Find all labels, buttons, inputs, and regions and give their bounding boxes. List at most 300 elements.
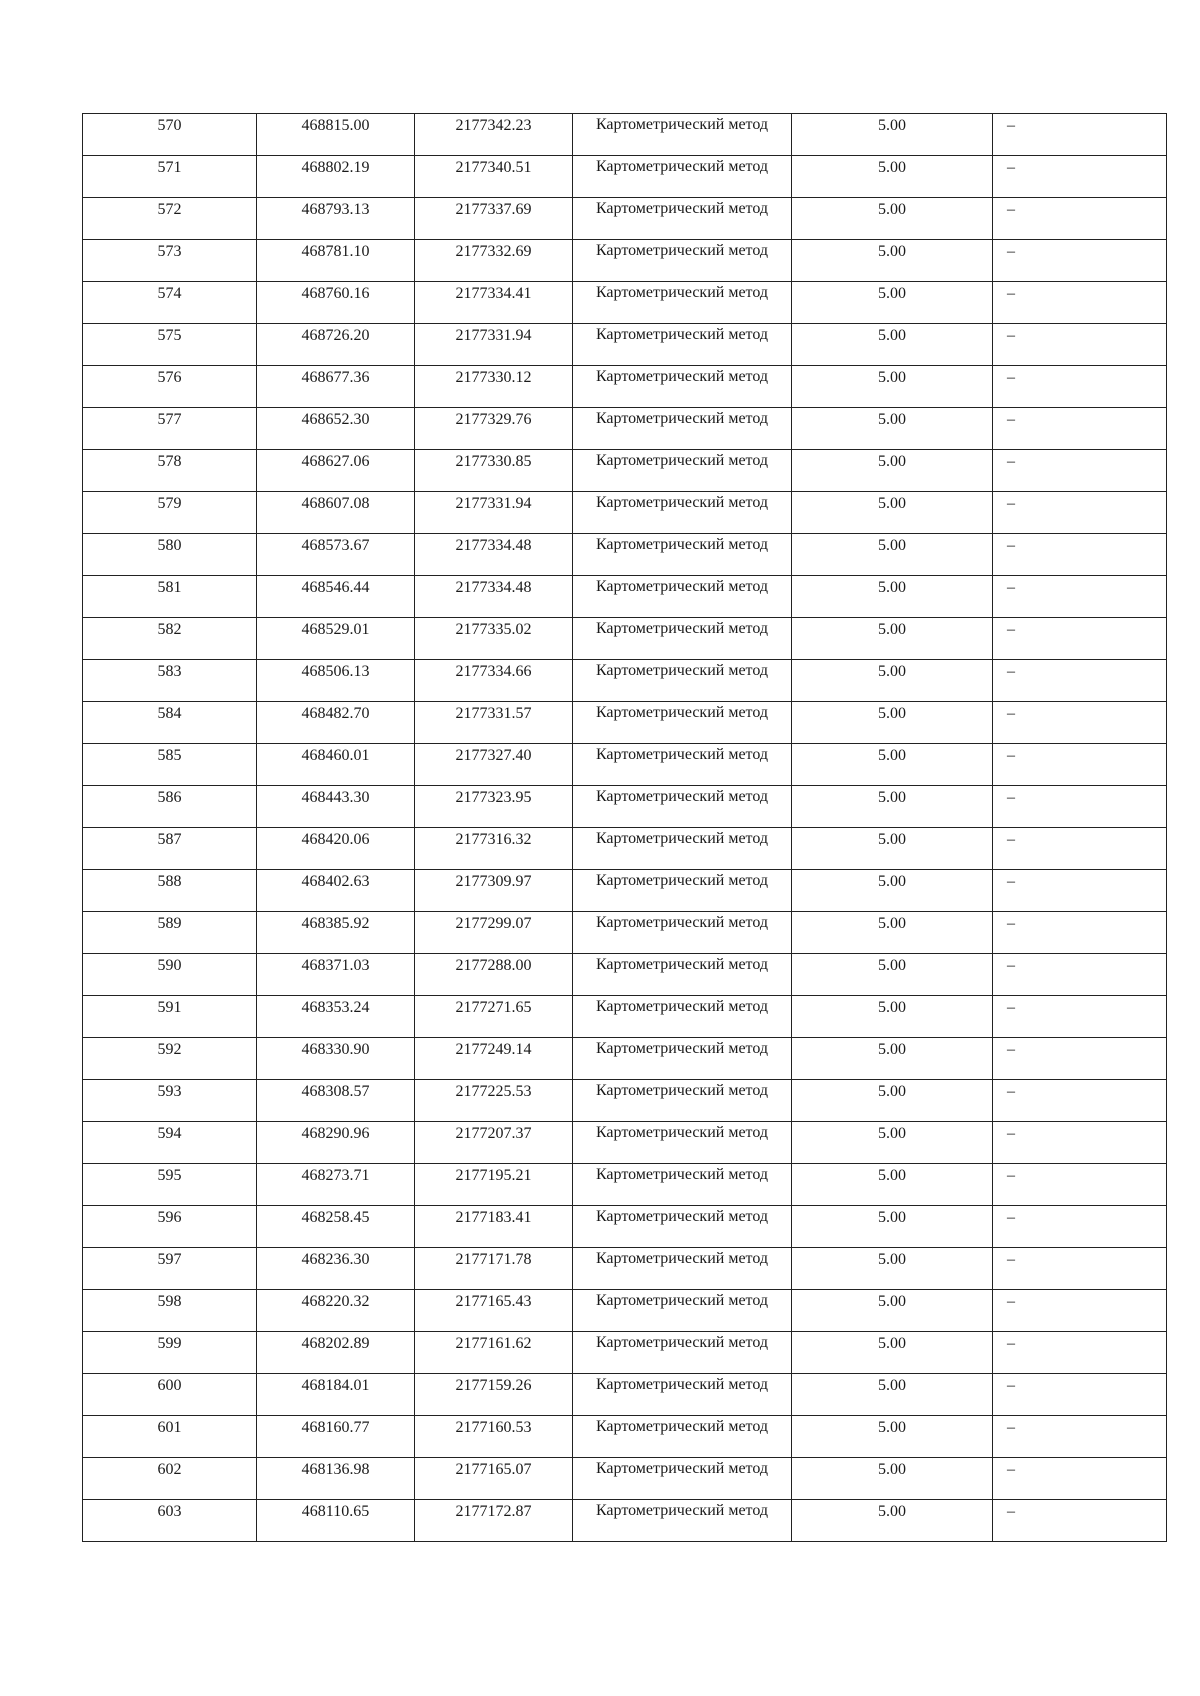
y-coordinate-cell	[415, 744, 573, 786]
point-number-cell	[83, 702, 257, 744]
y-coordinate-cell-text: 2177225.53	[455, 1083, 532, 1100]
table-row	[83, 1458, 1167, 1500]
y-coordinate-cell	[415, 156, 573, 198]
point-number-cell	[83, 1080, 257, 1122]
x-coordinate-cell-text: 468726.20	[301, 327, 370, 344]
y-coordinate-cell	[415, 534, 573, 576]
accuracy-cell	[792, 324, 993, 366]
y-coordinate-cell	[415, 1332, 573, 1374]
point-number-cell	[83, 156, 257, 198]
accuracy-cell-text: 5.00	[878, 831, 906, 848]
method-cell	[573, 1080, 792, 1122]
point-number-cell	[83, 996, 257, 1038]
point-number-cell	[83, 198, 257, 240]
method-cell	[573, 870, 792, 912]
note-cell-text: –	[1007, 1209, 1015, 1226]
table-row	[83, 828, 1167, 870]
table-row	[83, 534, 1167, 576]
x-coordinate-cell-text: 468506.13	[301, 663, 370, 680]
method-cell-text: Картометрический метод	[595, 1418, 769, 1435]
note-cell	[993, 702, 1167, 744]
note-cell-text: –	[1007, 327, 1015, 344]
y-coordinate-cell	[415, 702, 573, 744]
accuracy-cell-text: 5.00	[878, 243, 906, 260]
point-number-cell	[83, 870, 257, 912]
note-cell	[993, 366, 1167, 408]
note-cell-text: –	[1007, 243, 1015, 260]
accuracy-cell	[792, 828, 993, 870]
point-number-cell-text: 593	[157, 1083, 182, 1100]
y-coordinate-cell	[415, 618, 573, 660]
y-coordinate-cell	[415, 324, 573, 366]
x-coordinate-cell-text: 468546.44	[301, 579, 370, 596]
accuracy-cell-text: 5.00	[878, 999, 906, 1016]
note-cell	[993, 408, 1167, 450]
note-cell-text: –	[1007, 453, 1015, 470]
point-number-cell	[83, 114, 257, 156]
y-coordinate-cell	[415, 1122, 573, 1164]
y-coordinate-cell-text: 2177159.26	[455, 1377, 532, 1394]
table-row	[83, 576, 1167, 618]
table-row	[83, 744, 1167, 786]
x-coordinate-cell-text: 468627.06	[301, 453, 370, 470]
note-cell-text: –	[1007, 1083, 1015, 1100]
method-cell	[573, 450, 792, 492]
note-cell-text: –	[1007, 1293, 1015, 1310]
x-coordinate-cell-text: 468258.45	[301, 1209, 370, 1226]
accuracy-cell	[792, 1500, 993, 1542]
note-cell-text: –	[1007, 1335, 1015, 1352]
x-coordinate-cell-text: 468202.89	[301, 1335, 370, 1352]
x-coordinate-cell	[257, 1332, 415, 1374]
table-row	[83, 492, 1167, 534]
point-number-cell-text: 595	[157, 1167, 182, 1184]
accuracy-cell-text: 5.00	[878, 537, 906, 554]
table-row	[83, 1290, 1167, 1332]
note-cell	[993, 1458, 1167, 1500]
y-coordinate-cell-text: 2177334.41	[455, 285, 532, 302]
method-cell-text: Картометрический метод	[595, 494, 769, 511]
table-row	[83, 786, 1167, 828]
method-cell-text: Картометрический метод	[595, 578, 769, 595]
accuracy-cell-text: 5.00	[878, 705, 906, 722]
accuracy-cell	[792, 534, 993, 576]
point-number-cell	[83, 1374, 257, 1416]
point-number-cell-text: 582	[157, 621, 182, 638]
method-cell-text: Картометрический метод	[595, 1502, 769, 1519]
point-number-cell-text: 574	[157, 285, 182, 302]
point-number-cell	[83, 282, 257, 324]
method-cell	[573, 1290, 792, 1332]
x-coordinate-cell	[257, 240, 415, 282]
point-number-cell-text: 602	[157, 1461, 182, 1478]
method-cell	[573, 156, 792, 198]
accuracy-cell	[792, 1290, 993, 1332]
point-number-cell-text: 598	[157, 1293, 182, 1310]
accuracy-cell	[792, 1416, 993, 1458]
table-row	[83, 198, 1167, 240]
table-row	[83, 240, 1167, 282]
note-cell-text: –	[1007, 411, 1015, 428]
y-coordinate-cell-text: 2177334.48	[455, 537, 532, 554]
x-coordinate-cell	[257, 576, 415, 618]
note-cell-text: –	[1007, 663, 1015, 680]
x-coordinate-cell	[257, 786, 415, 828]
accuracy-cell	[792, 1122, 993, 1164]
method-cell	[573, 786, 792, 828]
y-coordinate-cell-text: 2177171.78	[455, 1251, 532, 1268]
point-number-cell	[83, 450, 257, 492]
note-cell-text: –	[1007, 201, 1015, 218]
y-coordinate-cell	[415, 1374, 573, 1416]
table-row	[83, 282, 1167, 324]
note-cell	[993, 1332, 1167, 1374]
y-coordinate-cell-text: 2177329.76	[455, 411, 532, 428]
note-cell	[993, 1038, 1167, 1080]
y-coordinate-cell	[415, 912, 573, 954]
accuracy-cell	[792, 576, 993, 618]
method-cell	[573, 702, 792, 744]
method-cell	[573, 828, 792, 870]
point-number-cell-text: 587	[157, 831, 182, 848]
y-coordinate-cell	[415, 996, 573, 1038]
point-number-cell	[83, 492, 257, 534]
method-cell	[573, 1164, 792, 1206]
table-row	[83, 660, 1167, 702]
y-coordinate-cell-text: 2177334.66	[455, 663, 532, 680]
accuracy-cell	[792, 786, 993, 828]
method-cell	[573, 954, 792, 996]
point-number-cell-text: 571	[157, 159, 182, 176]
method-cell-text: Картометрический метод	[595, 1250, 769, 1267]
method-cell	[573, 912, 792, 954]
y-coordinate-cell	[415, 870, 573, 912]
x-coordinate-cell-text: 468815.00	[301, 117, 370, 134]
x-coordinate-cell-text: 468136.98	[301, 1461, 370, 1478]
y-coordinate-cell-text: 2177331.94	[455, 495, 532, 512]
y-coordinate-cell	[415, 1206, 573, 1248]
method-cell-text: Картометрический метод	[595, 956, 769, 973]
method-cell-text: Картометрический метод	[595, 116, 769, 133]
x-coordinate-cell	[257, 870, 415, 912]
y-coordinate-cell	[415, 1458, 573, 1500]
accuracy-cell-text: 5.00	[878, 579, 906, 596]
point-number-cell-text: 586	[157, 789, 182, 806]
note-cell-text: –	[1007, 999, 1015, 1016]
method-cell	[573, 1248, 792, 1290]
x-coordinate-cell-text: 468308.57	[301, 1083, 370, 1100]
x-coordinate-cell-text: 468184.01	[301, 1377, 370, 1394]
x-coordinate-cell	[257, 828, 415, 870]
note-cell	[993, 1290, 1167, 1332]
x-coordinate-cell	[257, 660, 415, 702]
note-cell	[993, 828, 1167, 870]
note-cell	[993, 492, 1167, 534]
point-number-cell	[83, 240, 257, 282]
note-cell-text: –	[1007, 495, 1015, 512]
note-cell-text: –	[1007, 1419, 1015, 1436]
y-coordinate-cell	[415, 1038, 573, 1080]
table-row	[83, 1416, 1167, 1458]
y-coordinate-cell	[415, 408, 573, 450]
accuracy-cell-text: 5.00	[878, 159, 906, 176]
method-cell	[573, 1122, 792, 1164]
note-cell-text: –	[1007, 747, 1015, 764]
note-cell	[993, 1500, 1167, 1542]
note-cell	[993, 996, 1167, 1038]
accuracy-cell-text: 5.00	[878, 1083, 906, 1100]
y-coordinate-cell-text: 2177299.07	[455, 915, 532, 932]
accuracy-cell	[792, 1080, 993, 1122]
method-cell-text: Картометрический метод	[595, 1124, 769, 1141]
point-number-cell-text: 599	[157, 1335, 182, 1352]
table-row	[83, 156, 1167, 198]
method-cell-text: Картометрический метод	[595, 746, 769, 763]
method-cell-text: Картометрический метод	[595, 662, 769, 679]
x-coordinate-cell-text: 468529.01	[301, 621, 370, 638]
x-coordinate-cell-text: 468573.67	[301, 537, 370, 554]
y-coordinate-cell	[415, 576, 573, 618]
x-coordinate-cell	[257, 744, 415, 786]
x-coordinate-cell-text: 468236.30	[301, 1251, 370, 1268]
point-number-cell	[83, 1164, 257, 1206]
accuracy-cell	[792, 702, 993, 744]
accuracy-cell	[792, 744, 993, 786]
point-number-cell	[83, 1248, 257, 1290]
point-number-cell-text: 576	[157, 369, 182, 386]
x-coordinate-cell-text: 468160.77	[301, 1419, 370, 1436]
accuracy-cell-text: 5.00	[878, 1293, 906, 1310]
table-row	[83, 1332, 1167, 1374]
note-cell-text: –	[1007, 1503, 1015, 1520]
method-cell	[573, 1500, 792, 1542]
point-number-cell-text: 581	[157, 579, 182, 596]
point-number-cell	[83, 954, 257, 996]
method-cell-text: Картометрический метод	[595, 200, 769, 217]
x-coordinate-cell-text: 468402.63	[301, 873, 370, 890]
point-number-cell-text: 579	[157, 495, 182, 512]
method-cell-text: Картометрический метод	[595, 872, 769, 889]
y-coordinate-cell-text: 2177165.43	[455, 1293, 532, 1310]
method-cell	[573, 408, 792, 450]
x-coordinate-cell-text: 468420.06	[301, 831, 370, 848]
x-coordinate-cell	[257, 1416, 415, 1458]
table-row	[83, 996, 1167, 1038]
point-number-cell-text: 597	[157, 1251, 182, 1268]
x-coordinate-cell	[257, 1164, 415, 1206]
point-number-cell-text: 596	[157, 1209, 182, 1226]
x-coordinate-cell	[257, 1374, 415, 1416]
y-coordinate-cell-text: 2177309.97	[455, 873, 532, 890]
method-cell	[573, 660, 792, 702]
x-coordinate-cell-text: 468460.01	[301, 747, 370, 764]
y-coordinate-cell-text: 2177165.07	[455, 1461, 532, 1478]
point-number-cell	[83, 408, 257, 450]
point-number-cell	[83, 366, 257, 408]
method-cell	[573, 282, 792, 324]
x-coordinate-cell	[257, 156, 415, 198]
point-number-cell	[83, 1458, 257, 1500]
table-row	[83, 618, 1167, 660]
method-cell	[573, 744, 792, 786]
point-number-cell-text: 594	[157, 1125, 182, 1142]
accuracy-cell	[792, 912, 993, 954]
x-coordinate-cell	[257, 198, 415, 240]
x-coordinate-cell	[257, 702, 415, 744]
method-cell-text: Картометрический метод	[595, 242, 769, 259]
x-coordinate-cell	[257, 492, 415, 534]
x-coordinate-cell	[257, 282, 415, 324]
method-cell-text: Картометрический метод	[595, 620, 769, 637]
accuracy-cell	[792, 492, 993, 534]
y-coordinate-cell	[415, 660, 573, 702]
y-coordinate-cell-text: 2177160.53	[455, 1419, 532, 1436]
x-coordinate-cell-text: 468385.92	[301, 915, 370, 932]
note-cell	[993, 912, 1167, 954]
point-number-cell-text: 603	[157, 1503, 182, 1520]
x-coordinate-cell	[257, 912, 415, 954]
coordinates-table-body	[83, 114, 1167, 1542]
note-cell	[993, 324, 1167, 366]
y-coordinate-cell	[415, 1290, 573, 1332]
point-number-cell	[83, 1500, 257, 1542]
method-cell-text: Картометрический метод	[595, 410, 769, 427]
table-row	[83, 1038, 1167, 1080]
point-number-cell-text: 588	[157, 873, 182, 890]
x-coordinate-cell	[257, 1500, 415, 1542]
method-cell	[573, 240, 792, 282]
method-cell	[573, 534, 792, 576]
note-cell	[993, 744, 1167, 786]
method-cell-text: Картометрический метод	[595, 1460, 769, 1477]
x-coordinate-cell	[257, 114, 415, 156]
accuracy-cell	[792, 1206, 993, 1248]
note-cell-text: –	[1007, 537, 1015, 554]
note-cell-text: –	[1007, 579, 1015, 596]
note-cell-text: –	[1007, 831, 1015, 848]
accuracy-cell-text: 5.00	[878, 117, 906, 134]
method-cell-text: Картометрический метод	[595, 326, 769, 343]
point-number-cell-text: 590	[157, 957, 182, 974]
note-cell	[993, 1164, 1167, 1206]
accuracy-cell	[792, 450, 993, 492]
accuracy-cell-text: 5.00	[878, 201, 906, 218]
note-cell	[993, 156, 1167, 198]
point-number-cell	[83, 1206, 257, 1248]
method-cell-text: Картометрический метод	[595, 452, 769, 469]
method-cell	[573, 114, 792, 156]
method-cell	[573, 1416, 792, 1458]
point-number-cell	[83, 912, 257, 954]
method-cell-text: Картометрический метод	[595, 1334, 769, 1351]
method-cell-text: Картометрический метод	[595, 998, 769, 1015]
x-coordinate-cell	[257, 1122, 415, 1164]
table-row	[83, 324, 1167, 366]
accuracy-cell-text: 5.00	[878, 1251, 906, 1268]
accuracy-cell-text: 5.00	[878, 285, 906, 302]
x-coordinate-cell-text: 468220.32	[301, 1293, 370, 1310]
note-cell-text: –	[1007, 957, 1015, 974]
y-coordinate-cell-text: 2177172.87	[455, 1503, 532, 1520]
x-coordinate-cell	[257, 366, 415, 408]
table-row	[83, 450, 1167, 492]
x-coordinate-cell	[257, 1038, 415, 1080]
method-cell-text: Картометрический метод	[595, 1292, 769, 1309]
point-number-cell	[83, 828, 257, 870]
note-cell	[993, 534, 1167, 576]
x-coordinate-cell	[257, 618, 415, 660]
x-coordinate-cell-text: 468330.90	[301, 1041, 370, 1058]
point-number-cell-text: 585	[157, 747, 182, 764]
note-cell	[993, 576, 1167, 618]
table-row	[83, 954, 1167, 996]
method-cell-text: Картометрический метод	[595, 704, 769, 721]
method-cell	[573, 1206, 792, 1248]
note-cell	[993, 618, 1167, 660]
y-coordinate-cell-text: 2177249.14	[455, 1041, 532, 1058]
y-coordinate-cell-text: 2177161.62	[455, 1335, 532, 1352]
accuracy-cell	[792, 954, 993, 996]
y-coordinate-cell-text: 2177271.65	[455, 999, 532, 1016]
accuracy-cell-text: 5.00	[878, 747, 906, 764]
y-coordinate-cell	[415, 828, 573, 870]
table-row	[83, 1248, 1167, 1290]
y-coordinate-cell-text: 2177323.95	[455, 789, 532, 806]
y-coordinate-cell	[415, 492, 573, 534]
point-number-cell-text: 601	[157, 1419, 182, 1436]
note-cell-text: –	[1007, 873, 1015, 890]
table-row	[83, 1500, 1167, 1542]
point-number-cell-text: 572	[157, 201, 182, 218]
y-coordinate-cell	[415, 1416, 573, 1458]
y-coordinate-cell	[415, 1164, 573, 1206]
table-row	[83, 1080, 1167, 1122]
table-row	[83, 1164, 1167, 1206]
y-coordinate-cell-text: 2177330.85	[455, 453, 532, 470]
point-number-cell	[83, 1290, 257, 1332]
x-coordinate-cell-text: 468371.03	[301, 957, 370, 974]
note-cell-text: –	[1007, 1125, 1015, 1142]
y-coordinate-cell-text: 2177331.57	[455, 705, 532, 722]
point-number-cell-text: 589	[157, 915, 182, 932]
y-coordinate-cell-text: 2177342.23	[455, 117, 532, 134]
method-cell-text: Картометрический метод	[595, 1376, 769, 1393]
method-cell-text: Картометрический метод	[595, 1208, 769, 1225]
y-coordinate-cell	[415, 1080, 573, 1122]
y-coordinate-cell	[415, 282, 573, 324]
point-number-cell	[83, 744, 257, 786]
method-cell	[573, 576, 792, 618]
accuracy-cell	[792, 282, 993, 324]
method-cell-text: Картометрический метод	[595, 284, 769, 301]
note-cell	[993, 198, 1167, 240]
table-row	[83, 702, 1167, 744]
table-row	[83, 366, 1167, 408]
accuracy-cell-text: 5.00	[878, 663, 906, 680]
note-cell-text: –	[1007, 285, 1015, 302]
note-cell-text: –	[1007, 1041, 1015, 1058]
y-coordinate-cell	[415, 450, 573, 492]
point-number-cell	[83, 1332, 257, 1374]
accuracy-cell-text: 5.00	[878, 369, 906, 386]
accuracy-cell	[792, 618, 993, 660]
method-cell	[573, 996, 792, 1038]
y-coordinate-cell-text: 2177288.00	[455, 957, 532, 974]
point-number-cell-text: 570	[157, 117, 182, 134]
accuracy-cell	[792, 1374, 993, 1416]
point-number-cell	[83, 576, 257, 618]
point-number-cell	[83, 1038, 257, 1080]
